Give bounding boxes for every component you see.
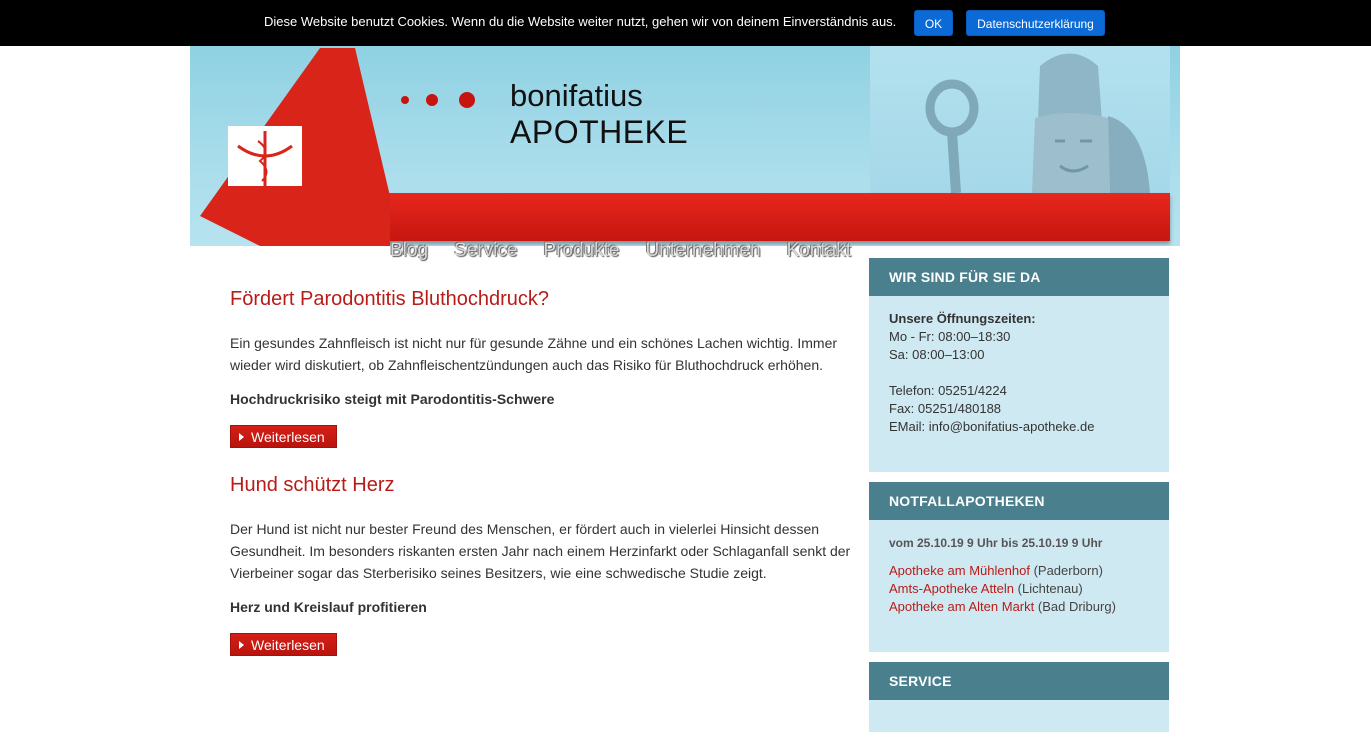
blog-list — [230, 286, 860, 680]
read-more-label: Weiterlesen — [251, 636, 325, 653]
arrow-right-icon — [239, 641, 244, 649]
post-subheading: Herz und Kreislauf profitieren — [230, 599, 427, 615]
arrow-right-icon — [239, 433, 244, 441]
sidebar — [869, 258, 1169, 742]
decorative-dots — [398, 90, 498, 110]
opening-hours-label: Unsere Öffnungszeiten: — [889, 311, 1036, 326]
pharmacy-link[interactable]: Apotheke am Alten Markt — [889, 599, 1035, 614]
post-title[interactable]: Hund schützt Herz — [230, 474, 395, 496]
emergency-box-body — [869, 520, 1169, 652]
privacy-policy-button[interactable]: Datenschutzerklärung — [966, 10, 1105, 36]
service-box-body — [869, 700, 1169, 732]
list-item — [889, 580, 1149, 598]
post-excerpt: Ein gesundes Zahnfleisch ist nicht nur für gesunde Zähne und ein schönes Lachen wichtig. Immer wieder wird diskutiert, ob Zahnfleischentzündungen auch das Risiko für Bluthochdruck erhöhen. — [230, 335, 838, 373]
read-more-button[interactable] — [230, 425, 337, 448]
email-address[interactable]: EMail: info@bonifatius-apotheke.de — [889, 419, 1095, 434]
apotheke-logo-icon[interactable] — [190, 46, 390, 246]
service-box-title: SERVICE — [869, 662, 1169, 700]
nav-item-produkte[interactable]: Produkte — [543, 240, 620, 261]
contact-box — [869, 258, 1169, 475]
emergency-pharmacies-box — [869, 482, 1169, 655]
service-box — [869, 662, 1169, 735]
cookie-ok-button[interactable]: OK — [914, 10, 953, 36]
emergency-box-title: NOTFALLAPOTHEKEN — [869, 482, 1169, 520]
header-image — [870, 46, 1170, 193]
post-title[interactable]: Fördert Parodontitis Bluthochdruck? — [230, 288, 550, 310]
contact-box-body — [869, 296, 1169, 472]
read-more-label: Weiterlesen — [251, 428, 325, 445]
post-subheading: Hochdruckrisiko steigt mit Parodontitis-Schwere — [230, 391, 555, 407]
nav-item-kontakt[interactable]: Kontakt — [786, 240, 851, 261]
blog-post — [230, 472, 860, 656]
cookie-message: Diese Website benutzt Cookies. Wenn du die Website weiter nutzt, gehen wir von deinem Einverständnis aus. — [264, 14, 897, 29]
main-navigation — [390, 240, 851, 266]
pharmacy-link[interactable]: Apotheke am Mühlenhof — [889, 563, 1030, 578]
brand-name: bonifatius — [510, 78, 643, 113]
contact-box-title: WIR SIND FÜR SIE DA — [869, 258, 1169, 296]
blog-post — [230, 286, 860, 448]
cookie-banner — [0, 0, 1371, 46]
read-more-button[interactable] — [230, 633, 337, 656]
list-item — [889, 562, 1149, 580]
emergency-date-range: vom 25.10.19 9 Uhr bis 25.10.19 9 Uhr — [889, 536, 1103, 550]
brand-subtitle: APOTHEKE — [510, 114, 689, 150]
nav-item-unternehmen[interactable]: Unternehmen — [645, 240, 761, 261]
site-header — [190, 46, 1180, 246]
pharmacy-city: (Lichtenau) — [1017, 581, 1083, 596]
post-excerpt: Der Hund ist nicht nur bester Freund des Menschen, er fördert auch in vielerlei Hinsicht dessen Gesundheit. Im besonders riskanten ersten Jahr nach einem Herzinfarkt oder Schlaganfall senkt der Vierbeiner sogar das Sterberisiko seines Besitzers, wie eine schwedische Studie zeigt. — [230, 521, 851, 581]
nav-item-blog[interactable]: Blog — [390, 240, 429, 261]
saint-statue-image — [870, 46, 1170, 193]
pharmacy-link[interactable]: Amts-Apotheke Atteln — [889, 581, 1015, 596]
list-item — [889, 598, 1149, 616]
opening-hours-saturday: Sa: 08:00–13:00 — [889, 347, 985, 362]
opening-hours-weekday: Mo - Fr: 08:00–18:30 — [889, 329, 1011, 344]
fax-number: Fax: 05251/480188 — [889, 401, 1002, 416]
header-red-band — [340, 193, 1170, 241]
pharmacy-city: (Paderborn) — [1033, 563, 1103, 578]
nav-item-service[interactable]: Service — [454, 240, 518, 261]
phone-number: Telefon: 05251/4224 — [889, 383, 1007, 398]
pharmacy-city: (Bad Driburg) — [1037, 599, 1116, 614]
